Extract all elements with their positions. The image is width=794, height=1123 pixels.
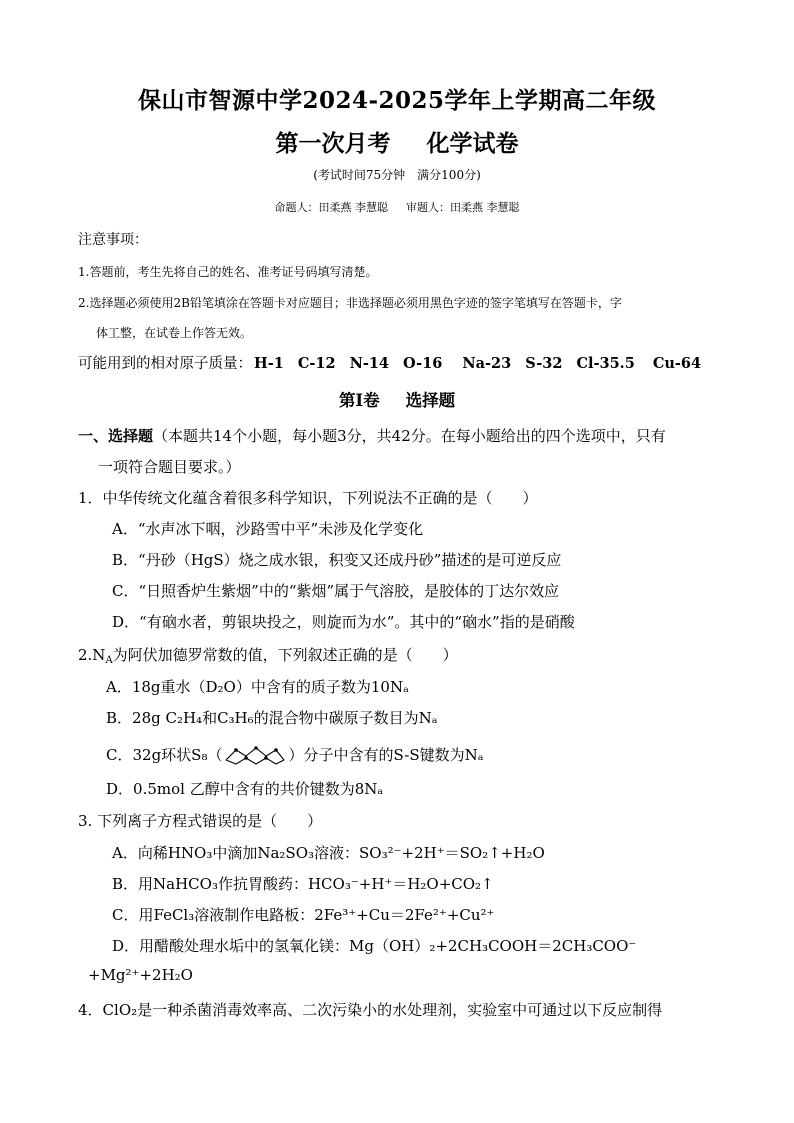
q4-stem: 4．ClO₂是一种杀菌消毒效率高、二次污染小的水处理剂，实验室中可通过以下反应制得 (78, 1001, 663, 1019)
q2-stem (78, 644, 458, 665)
part1-heading-cont: 一项符合题目要求。） (98, 458, 241, 476)
atomic-masses-label: 可能用到的相对原子质量： (78, 356, 252, 372)
exam-name: 第一次月考 (275, 130, 391, 157)
q2-option-c (106, 742, 484, 768)
q3-option-a: A．向稀HNO₃中滴加Na₂SO₃溶液：SO₃²⁻+2H⁺＝SO₂↑+H₂O (112, 844, 545, 862)
atomic-mass-item: H-1 (254, 355, 284, 372)
atomic-mass-item: C-12 (297, 355, 336, 372)
author-label: 命题人：田柔燕 李慧聪 (274, 201, 388, 214)
atomic-mass-item: O-16 (403, 355, 443, 372)
q3-option-c: C．用FeCl₃溶液制作电路板：2Fe³⁺+Cu＝2Fe²⁺+Cu²⁺ (112, 906, 495, 924)
q1-option-c: C．“日照香炉生紫烟”中的“紫烟”属于气溶胶，是胶体的丁达尔效应 (112, 582, 560, 600)
q3-stem: 3. 下列离子方程式错误的是（ ） (78, 812, 323, 830)
q1-option-a: A．“水声冰下咽，沙路雪中平”未涉及化学变化 (112, 520, 424, 538)
q1-option-d: D．“有硇水者，剪银块投之，则旋而为水”。其中的“硇水”指的是硝酸 (112, 613, 575, 631)
q3-option-d: D．用醋酸处理水垢中的氢氧化镁：Mg（OH）₂+2CH₃COOH＝2CH₃COO⁻ (112, 937, 637, 955)
q1-stem: 1．中华传统文化蕴含着很多科学知识，下列说法不正确的是（ ） (78, 489, 538, 507)
notice-item-2: 2.选择题必须使用2B铅笔填涂在答题卡对应题目；非选择题必须用黑色字迹的签字笔填写在答题卡，字 (78, 296, 622, 310)
q1-option-b: B．“丹砂（HgS）烧之成水银，积变又还成丹砂”描述的是可逆反应 (112, 551, 562, 569)
exam-title-line1: 保山市智源中学2024-2025学年上学期高二年级 (137, 87, 657, 114)
exam-info: (考试时间75分钟 满分100分) (313, 168, 481, 182)
q3-option-d-cont: +Mg²⁺+2H₂O (88, 966, 193, 984)
q2-option-b: B．28g C₂H₄和C₃H₆的混合物中碳原子数目为Nₐ (106, 709, 438, 727)
atomic-mass-item: Cl-35.5 (576, 355, 635, 372)
atomic-masses (78, 352, 701, 373)
q2-option-c-post: ）分子中含有的S-S键数为Nₐ (288, 746, 484, 764)
atomic-mass-item: Na-23 (462, 355, 512, 372)
q2-stem-pre: 2.N (78, 646, 106, 664)
part1-heading-bold: 一、选择题 (78, 427, 154, 445)
notice-item-1: 1.答题前，考生先将自己的姓名、准考证号码填写清楚。 (78, 265, 378, 279)
section-title (0, 387, 794, 411)
q2-stem-sub: A (105, 655, 113, 666)
part1-heading (78, 425, 666, 446)
exam-title-line2 (0, 125, 794, 158)
authors-line (0, 199, 794, 215)
atomic-mass-item: S-32 (525, 355, 563, 372)
atomic-mass-item: N-14 (349, 355, 390, 372)
part1-heading-rest: （本题共14个小题，每小题3分，共42分。在每小题给出的四个选项中，只有 (153, 427, 666, 445)
q2-option-a: A．18g重水（D₂O）中含有的质子数为10Nₐ (106, 678, 409, 696)
reviewer-label: 审题人：田柔燕 李慧聪 (406, 201, 520, 214)
notice-item-2-cont: 体工整，在试卷上作答无效。 (96, 326, 253, 340)
section-part: 第I卷 (338, 391, 380, 410)
s8-ring-structure-icon (222, 742, 288, 768)
notice-heading: 注意事项： (78, 232, 148, 248)
subject-name: 化学试卷 (426, 130, 519, 157)
q3-option-b: B．用NaHCO₃作抗胃酸药：HCO₃⁻+H⁺＝H₂O+CO₂↑ (112, 875, 494, 893)
atomic-mass-item: Cu-64 (652, 355, 702, 372)
section-name: 选择题 (405, 391, 456, 410)
q2-option-d: D．0.5mol 乙醇中含有的共价键数为8Nₐ (106, 780, 384, 798)
q2-option-c-pre: C．32g环状S₈（ (106, 746, 223, 764)
q2-stem-post: 为阿伏加德罗常数的值，下列叙述正确的是（ ） (112, 646, 458, 664)
